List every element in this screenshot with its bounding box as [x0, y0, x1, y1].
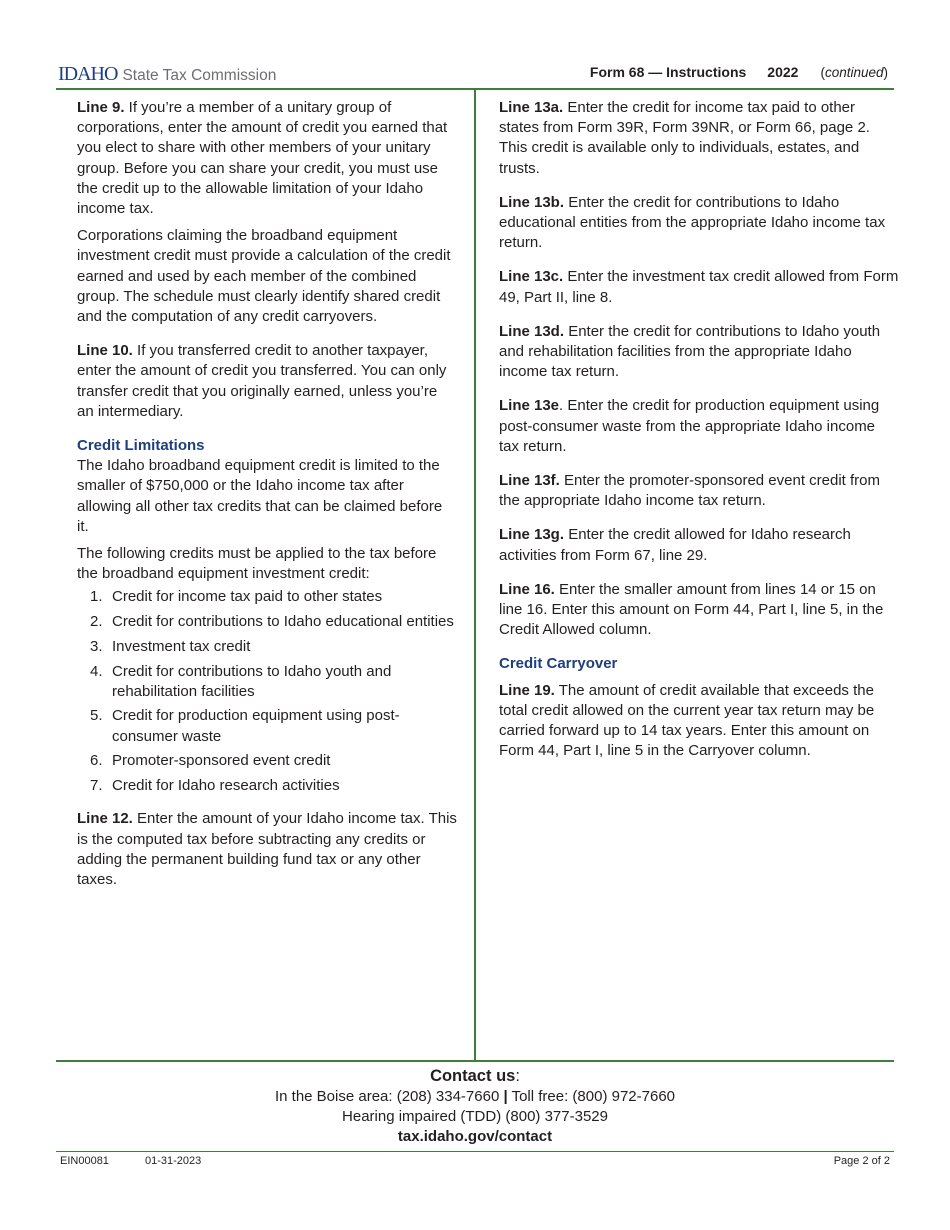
list-item-text: Credit for income tax paid to other states [112, 588, 383, 606]
line-13e-text: . Enter the credit for production equipment using post-consumer waste from the appropriate Idaho income tax return. [499, 397, 880, 455]
tdd-phone: Hearing impaired (TDD) (800) 377-3529 [342, 1108, 608, 1125]
list-item [77, 751, 457, 771]
list-item-text: Credit for contributions to Idaho educational entities [112, 613, 454, 631]
left-column [77, 98, 457, 897]
continued-text: continued [824, 65, 884, 80]
logo-subtitle: State Tax Commission [122, 67, 277, 84]
list-item-number: 6. [90, 752, 103, 770]
contact-colon: : [515, 1067, 520, 1085]
line-13a-paragraph [499, 98, 899, 179]
page-header [56, 60, 894, 88]
bottom-rule [56, 1151, 894, 1152]
list-item-number: 4. [90, 662, 103, 680]
line-19-label: Line 19. [499, 681, 555, 699]
line-9-paragraph [77, 98, 457, 219]
line-13g-label: Line 13g. [499, 526, 565, 544]
list-item-number: 1. [90, 588, 103, 606]
line-13c-paragraph [499, 267, 899, 307]
line-13d-label: Line 13d. [499, 322, 565, 340]
line-13c-text: Enter the investment tax credit allowed from Form 49, Part II, line 8. [499, 268, 899, 306]
line-16-text: Enter the smaller amount from lines 14 or 15 on line 16. Enter this amount on Form 44, Part I, line 5, in the Credit Allowed column. [499, 580, 884, 639]
line-13f-text: Enter the promoter-sponsored event credit from the appropriate Idaho income tax return. [499, 472, 881, 510]
list-item [77, 706, 457, 746]
page-number: Page 2 of 2 [833, 1155, 890, 1167]
form-title: Form 68 — Instructions [589, 64, 747, 80]
contact-website-link[interactable]: tax.idaho.gov/contact [397, 1128, 553, 1145]
right-column [499, 98, 899, 768]
line-13b-paragraph [499, 193, 899, 254]
line-13g-paragraph [499, 525, 899, 565]
line-12-paragraph [77, 809, 457, 890]
line-19-paragraph [499, 681, 899, 762]
line-16-paragraph [499, 580, 899, 641]
line-12-label: Line 12. [77, 810, 133, 828]
list-item [77, 612, 457, 632]
contact-title: Contact us [430, 1067, 516, 1085]
list-item-text: Credit for production equipment using post-consumer waste [112, 707, 400, 745]
revision-date: 01-31-2023 [145, 1155, 202, 1167]
continued-label: (continued) [820, 65, 888, 80]
list-item-text: Credit for contributions to Idaho youth and rehabilitation facilities [112, 662, 392, 700]
line-10-label: Line 10. [77, 342, 133, 360]
line-13e-paragraph [499, 396, 899, 457]
credit-carryover-heading: Credit Carryover [499, 655, 618, 673]
line-12-text: Enter the amount of your Idaho income tax. This is the computed tax before subtracting any credits or adding the permanent building fund tax or any other taxes. [77, 810, 457, 888]
list-item-number: 7. [90, 777, 103, 795]
line-16-label: Line 16. [499, 580, 555, 598]
contact-heading [56, 1066, 894, 1087]
line-13c-label: Line 13c. [499, 268, 564, 286]
list-item [77, 662, 457, 702]
column-divider [474, 90, 476, 1061]
list-item-number: 3. [90, 637, 103, 655]
list-item [77, 776, 457, 796]
list-item-text: Credit for Idaho research activities [112, 777, 340, 795]
following-credits-paragraph: The following credits must be applied to the tax before the broadband equipment investment credit: [77, 545, 437, 583]
line-13d-paragraph [499, 322, 899, 383]
list-item-number: 5. [90, 707, 103, 725]
limitations-paragraph: The Idaho broadband equipment credit is limited to the smaller of $750,000 or the Idaho income tax after allowing all other tax credits that can be claimed before it. [77, 457, 443, 535]
credits-list [77, 587, 457, 796]
line-9-text: If you’re a member of a unitary group of corporations, enter the amount of credit you earned that you elect to share with other members of your unitary group. Before you can share your credit, you must use the credit up to the allowable limitation of your Idaho income tax. [77, 99, 448, 218]
line-13d-text: Enter the credit for contributions to Idaho youth and rehabilitation facilities from the appropriate Idaho income tax return. [499, 322, 881, 381]
line-13b-label: Line 13b. [499, 193, 565, 211]
line-13g-text: Enter the credit allowed for Idaho research activities from Form 67, line 29. [499, 526, 851, 564]
line-13a-label: Line 13a. [499, 99, 564, 116]
phone-separator: | [503, 1088, 508, 1105]
line-10-paragraph [77, 341, 457, 422]
line-9-label: Line 9. [77, 99, 125, 116]
toll-free-phone: Toll free: (800) 972-7660 [507, 1088, 676, 1105]
phone-line [56, 1087, 894, 1107]
document-id: EIN00081 [60, 1155, 109, 1167]
line-13f-label: Line 13f. [499, 472, 560, 490]
logo-wordmark: IDAHO [58, 63, 118, 85]
list-item [77, 637, 457, 657]
line-13f-paragraph [499, 471, 899, 511]
list-item-number: 2. [90, 613, 103, 631]
header-form-info [590, 64, 888, 80]
line-19-text: The amount of credit available that exceeds the total credit allowed on the current year tax return may be carried forward up to 14 tax years. Enter this amount on Form 44, Part I, line 5 in the Carryover column. [499, 681, 875, 760]
form-year: 2022 [767, 64, 799, 80]
list-item-text: Promoter-sponsored event credit [112, 752, 331, 770]
list-item [77, 587, 457, 607]
line-13b-text: Enter the credit for contributions to Idaho educational entities from the appropriate Idaho income tax return. [499, 193, 886, 252]
boise-phone: In the Boise area: (208) 334-7660 [274, 1088, 504, 1105]
idaho-logo [58, 63, 276, 86]
broadband-paragraph: Corporations claiming the broadband equipment investment credit must provide a calculation of the credit earned and used by each member of the combined group. The schedule must clearly identify shared credit and the computation of any credit carryovers. [77, 227, 451, 326]
line-13e-label: Line 13e [499, 397, 560, 415]
list-item-text: Investment tax credit [112, 637, 251, 655]
credit-limitations-heading: Credit Limitations [77, 437, 205, 455]
line-13a-text: Enter the credit for income tax paid to other states from Form 39R, Form 39NR, or Form 66, page 2. This credit is available only to individuals, estates, and trusts. [499, 99, 870, 177]
footer-rule [56, 1060, 894, 1062]
contact-block [56, 1066, 894, 1147]
line-10-text: If you transferred credit to another taxpayer, enter the amount of credit you transferred. You can only transfer credit that you originally earned, unless you’re an intermediary. [77, 342, 447, 420]
